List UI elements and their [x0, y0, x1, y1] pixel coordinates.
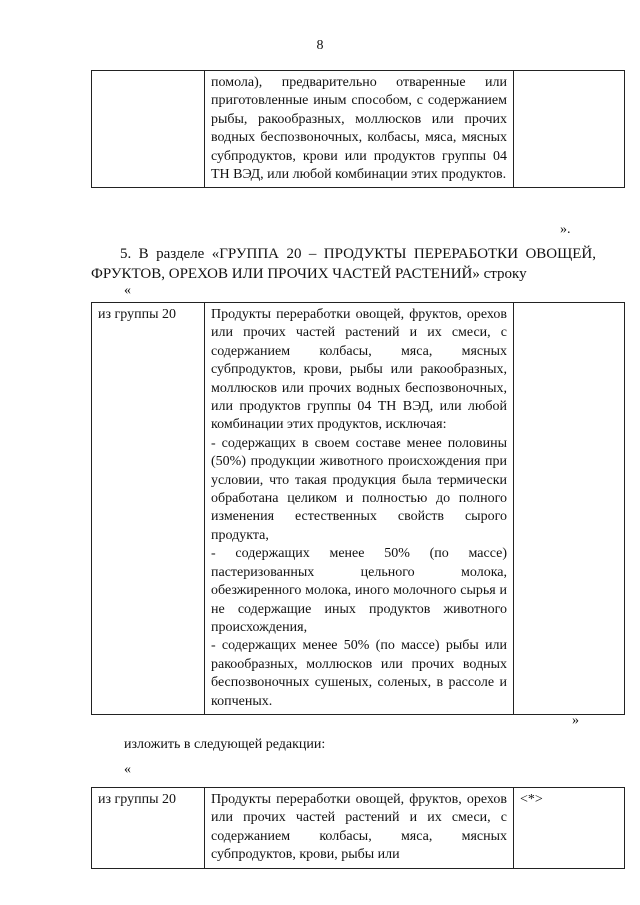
closing-quote: ».	[560, 222, 571, 237]
table-old-row	[91, 302, 625, 715]
exclusion-item: - содержащих менее 50% (по массе) рыбы или ракообразных, моллюсков или прочих водных беспозвоночных сушеных, соленых, в рассоле и копченых.	[211, 638, 507, 709]
closing-quote: »	[572, 713, 579, 728]
opening-quote: «	[124, 283, 131, 298]
description-intro: Продукты переработки овощей, фруктов, орехов или прочих частей растений и их смеси, с содержанием колбасы, мяса, мясных субпродуктов, крови, рыбы или ракообразных, моллюсков или прочих водных беспозвоночных, или продуктов группы 04 ТН ВЭД, или любой комбинации этих продуктов, исключая:	[211, 307, 507, 433]
opening-quote: «	[124, 762, 131, 777]
instruction-text: изложить в следующей редакции:	[124, 737, 326, 752]
table-continued-row	[91, 70, 625, 188]
description-cell: Продукты переработки овощей, фруктов, орехов или прочих частей растений и их смеси, с содержанием колбасы, мяса, мясных субпродуктов, крови, рыбы или	[205, 788, 514, 869]
table-new-row	[91, 787, 625, 869]
table-row	[92, 71, 625, 188]
code-cell: из группы 20	[92, 788, 205, 869]
code-cell	[92, 71, 205, 188]
page-number: 8	[316, 38, 324, 53]
note-cell: <*>	[514, 788, 625, 869]
exclusion-item: - содержащих менее 50% (по массе) пастеризованных цельного молока, обезжиренного молока, иного молочного сырья и не содержащие иных продуктов животного происхождения,	[211, 546, 507, 635]
exclusion-item: - содержащих в своем составе менее половины (50%) продукции животного происхождения при условии, что такая продукция была термически обработана целиком и полностью до полного изменения естественных свойств сырого продукта,	[211, 435, 507, 543]
note-cell	[514, 303, 625, 715]
description-cell	[205, 303, 514, 715]
table-row	[92, 788, 625, 869]
note-cell	[514, 71, 625, 188]
description-cell: помола), предварительно отваренные или приготовленные иным способом, с содержанием рыбы, ракообразных, моллюсков или прочих водных беспозвоночных, колбасы, мяса, мясных субпродуктов, крови или продуктов группы 04 ТН ВЭД, или любой комбинации этих продуктов.	[205, 71, 514, 188]
table-row	[92, 303, 625, 715]
section-heading: 5. В разделе «ГРУППА 20 – ПРОДУКТЫ ПЕРЕРАБОТКИ ОВОЩЕЙ, ФРУКТОВ, ОРЕХОВ ИЛИ ПРОЧИХ ЧАСТЕЙ РАСТЕНИЙ» строку	[91, 246, 596, 282]
code-cell: из группы 20	[92, 303, 205, 715]
